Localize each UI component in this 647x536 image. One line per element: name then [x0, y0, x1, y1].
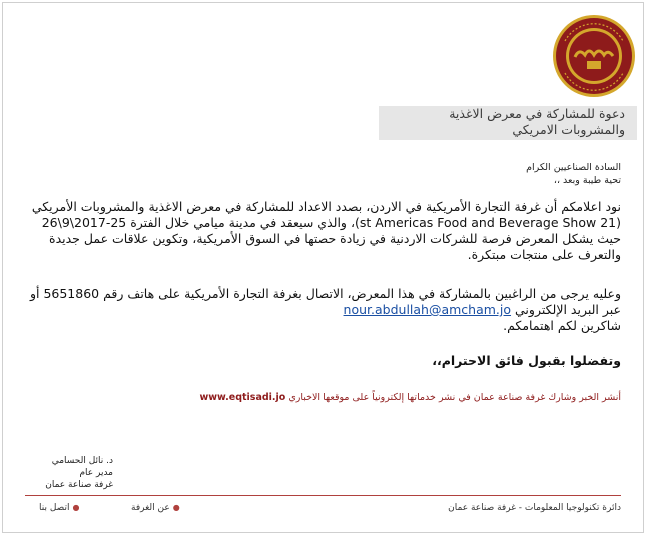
- chamber-logo-icon: [551, 13, 637, 99]
- contact-link-label: اتصل بنا: [39, 503, 70, 513]
- signatory-role: مدير عام: [79, 468, 113, 478]
- title-band: [379, 106, 637, 140]
- salutation: السادة الصناعيين الكرام: [526, 162, 621, 173]
- bullet-icon: ●: [72, 503, 80, 512]
- email-link[interactable]: nour.abdullah@amcham.jo: [343, 302, 512, 317]
- promo-site-link[interactable]: www.eqtisadi.jo: [199, 392, 286, 403]
- signatory-name: د. نائل الحسامي: [51, 456, 113, 466]
- about-chamber-link[interactable]: [131, 503, 180, 513]
- closing-text: وتفضلوا بقبول فائق الاحترام،،: [432, 353, 621, 368]
- contact-us-link[interactable]: [39, 503, 79, 513]
- footer-divider: [25, 495, 621, 496]
- body-paragraph-2: [21, 286, 621, 334]
- email-frame: [2, 2, 644, 533]
- thanks-text: شاكرين لكم اهتمامكم.: [503, 318, 621, 333]
- body-paragraph-1: نود اعلامكم أن غرفة التجارة الأمريكية في الاردن، بصدد الاعداد للمشاركة في معرض الاغذية والمشروبات الأمريكي (21 st Americas Food and Beverage Show)، والذي سيعقد في مدينة ميامي خلال الفترة 25-2017\9\26 حيث يشكل المعرض فرصة للشركات الاردنية في زيادة حصتها في السوق الأمريكية، وتكوين علاقات عمل جديدة والتعرف على منتجات مبتكرة.: [31, 199, 621, 262]
- greeting: تحية طيبة وبعد ،،: [553, 175, 621, 186]
- promo-text: أنشر الخبر وشارك غرفة صناعة عمان في نشر خدماتها إلكترونياً على موقعها الاخباري: [288, 392, 621, 403]
- contact-text: وعليه يرجى من الراغبين بالمشاركة في هذا المعرض، الاتصال بغرفة التجارة الأمريكية على هاتف رقم 5651860 أو عبر البريد الإلكتروني: [29, 286, 621, 317]
- promo-line: [199, 392, 621, 403]
- title-line-2: والمشروبات الامريكي: [512, 122, 625, 137]
- signature-block: [33, 455, 113, 491]
- footer-department: دائرة تكنولوجيا المعلومات - غرفة صناعة عمان: [448, 503, 621, 513]
- bullet-icon: ●: [172, 503, 180, 512]
- about-link-label: عن الغرفة: [131, 503, 170, 513]
- signatory-org: غرفة صناعة عمان: [45, 480, 113, 490]
- title-line-1: دعوة للمشاركة في معرض الاغذية: [449, 106, 625, 121]
